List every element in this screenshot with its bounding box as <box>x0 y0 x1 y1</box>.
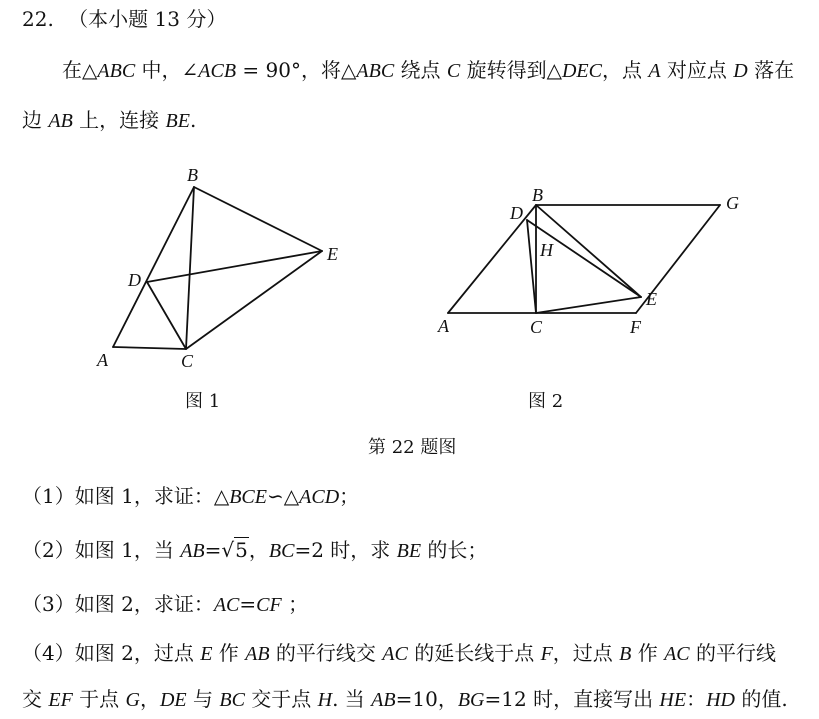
stem-text: 上，连接 <box>72 108 166 132</box>
part-text: 的长； <box>421 538 488 562</box>
similar-symbol: ∽ <box>266 484 284 508</box>
segment-bc-label: BC <box>219 689 245 711</box>
part-text: △ <box>283 484 300 508</box>
segment-be-label: BE <box>165 110 190 132</box>
part-text: = <box>239 592 257 616</box>
stem-text: 在△ <box>62 58 98 82</box>
part-text: 的平行线交 <box>269 641 383 665</box>
part-text: ： <box>686 687 707 711</box>
segment-ab <box>113 187 194 347</box>
segment-ce-fig2 <box>536 297 641 313</box>
segment-ef-label: EF <box>48 689 73 711</box>
segment-dc <box>147 282 186 349</box>
part-text: 的延长线于点 <box>407 641 541 665</box>
stem-text: = 90°，将△ <box>236 58 357 82</box>
segment-bg-label: BG <box>457 689 485 711</box>
triangle-bce-label: BCE <box>229 486 267 508</box>
part-text: =2 时，求 <box>294 538 397 562</box>
part-text: 于点 <box>72 687 126 711</box>
segment-bc <box>186 187 194 349</box>
stem-text: ，点 <box>601 58 649 82</box>
stem-text: 边 <box>22 108 49 132</box>
segment-ab-label: AB <box>371 689 396 711</box>
fig2-label-c: C <box>530 317 543 337</box>
part-text: 如图 2，过点 <box>74 641 201 665</box>
question-number: 22. <box>22 7 54 31</box>
stem-text: 中，∠ <box>135 58 199 82</box>
point-c-label: C <box>446 60 461 82</box>
figure-main-caption: 第 22 题图 <box>368 437 457 458</box>
fig1-label-c: C <box>181 351 194 371</box>
fig2-label-b: B <box>532 185 543 205</box>
part-text: 交 <box>22 687 49 711</box>
part-text: 的平行线 <box>689 641 776 665</box>
part-text: 如图 2，求证： <box>74 592 214 616</box>
fig2-label-h: H <box>540 240 553 260</box>
fig2-label-g: G <box>726 193 739 213</box>
fig1-label-e: E <box>327 244 338 264</box>
segment-ac-label: AC <box>382 643 408 665</box>
point-b-label: B <box>619 643 632 665</box>
sqrt-symbol: √5 <box>221 538 248 562</box>
stem-text: 落在 <box>747 58 795 82</box>
segment-cf-label: CF <box>256 594 282 616</box>
part-text: ； <box>281 592 309 616</box>
figure-1-caption: 图 1 <box>185 391 221 412</box>
segment-bc-label: BC <box>268 540 295 562</box>
figure-2-diagram <box>448 205 720 313</box>
part-text: 如图 1，求证：△ <box>74 484 230 508</box>
segment-ac-label: AC <box>213 594 240 616</box>
fig2-label-a: A <box>438 316 449 336</box>
part-text: ， <box>248 538 269 562</box>
segment-be-label: BE <box>396 540 422 562</box>
sqrt-radicand: 5 <box>235 538 248 562</box>
part-text: =10， <box>395 687 458 711</box>
part-2 <box>22 537 487 564</box>
part-text: 的值. <box>734 687 788 711</box>
point-a-label: A <box>648 60 661 82</box>
part-text: 作 <box>212 641 246 665</box>
fig2-label-e: E <box>646 289 657 309</box>
part-1 <box>22 483 359 510</box>
part-text: . 当 <box>332 687 372 711</box>
part-number: （3） <box>22 592 75 616</box>
fig2-label-d: D <box>510 203 523 223</box>
triangle-acd-label: ACD <box>299 486 340 508</box>
segment-ab-label: AB <box>48 110 73 132</box>
fig1-label-d: D <box>128 270 141 290</box>
stem-text: . <box>189 108 197 132</box>
part-text: =12 时，直接写出 <box>484 687 660 711</box>
segment-hd-label: HD <box>706 689 735 711</box>
segment-be <box>194 187 322 251</box>
figure-1-diagram <box>113 187 322 349</box>
segment-dc-fig2 <box>527 220 536 313</box>
question-points: （本小题 13 分） <box>68 7 227 31</box>
segment-de <box>147 251 322 282</box>
part-4-line-2 <box>22 686 788 713</box>
segment-ce <box>186 251 322 349</box>
point-e-label: E <box>200 643 213 665</box>
triangle-abc-label: ABC <box>97 60 136 82</box>
fig1-label-b: B <box>187 165 198 185</box>
point-d-label: D <box>733 60 748 82</box>
figure-2-caption: 图 2 <box>528 391 564 412</box>
angle-acb-label: ACB <box>198 60 237 82</box>
part-text: 如图 1，当 <box>74 538 181 562</box>
segment-de-label: DE <box>159 689 187 711</box>
stem-text: 绕点 <box>394 58 447 82</box>
part-text: ， <box>139 687 160 711</box>
segment-ac <box>113 347 186 349</box>
part-number: （1） <box>22 484 75 508</box>
part-text: 与 <box>186 687 220 711</box>
triangle-dec-label: DEC <box>561 60 602 82</box>
stem-text: 旋转得到△ <box>460 58 562 82</box>
fig1-label-a: A <box>97 350 108 370</box>
point-g-label: G <box>125 689 140 711</box>
segment-he-label: HE <box>659 689 687 711</box>
part-text: ； <box>339 484 360 508</box>
part-number: （4） <box>22 641 75 665</box>
part-text: ，过点 <box>552 641 620 665</box>
part-text: = <box>204 538 222 562</box>
stem-text: 对应点 <box>660 58 734 82</box>
triangle-abc-label: ABC <box>356 60 395 82</box>
part-4-line-1 <box>22 640 776 667</box>
part-text: 作 <box>631 641 665 665</box>
segment-ab-label: AB <box>245 643 270 665</box>
fig2-label-f: F <box>630 317 641 337</box>
segment-ac-label: AC <box>664 643 690 665</box>
segment-ab-label: AB <box>180 540 205 562</box>
part-3 <box>22 591 308 618</box>
point-h-label: H <box>317 689 333 711</box>
part-number: （2） <box>22 538 75 562</box>
part-text: 交于点 <box>244 687 318 711</box>
point-f-label: F <box>540 643 553 665</box>
